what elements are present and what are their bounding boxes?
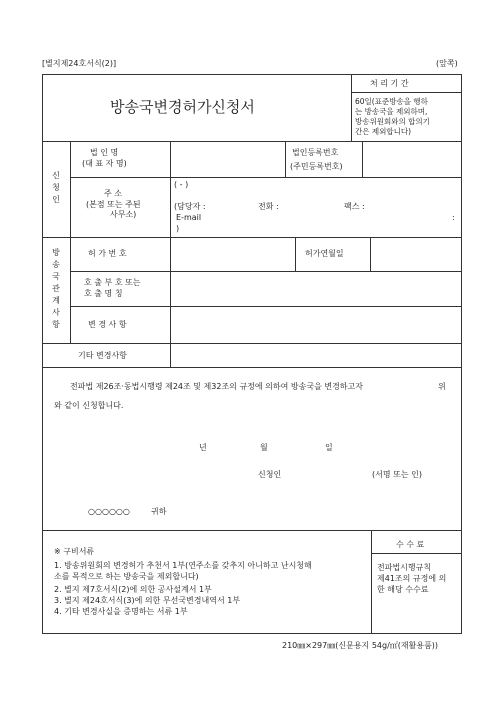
contact-close-paren: ) (176, 224, 180, 233)
document-item-2: 2. 별지 제7호서식(2)에 의한 공사설계서 1부 (54, 585, 212, 594)
corp-reg-number-field[interactable] (363, 142, 461, 176)
callsign-field[interactable] (171, 272, 461, 305)
address-label: 주 소 (104, 189, 122, 198)
representative-name-label: (대 표 자 명) (82, 159, 127, 168)
callsign-label: 호 출 부 호 또는 (84, 278, 141, 287)
page-title: 방송국변경허가신청서 (110, 98, 255, 116)
document-item-1-cont: 소를 목적으로 하는 방송국을 제외합니다) (54, 572, 199, 581)
address-sub-label: (본점 또는 주된 (86, 200, 141, 209)
year-label: 년 (199, 443, 207, 452)
processing-text-4: 간은 제외합니다) (355, 127, 412, 136)
other-changes-field[interactable] (171, 344, 461, 366)
declaration-line-1: 전파법 제26조·동법시행령 제24조 및 제32조의 규정에 의하여 방송국을 변경하고자 (70, 382, 363, 391)
day-label: 일 (325, 443, 333, 452)
corporation-name-label: 법 인 명 (90, 148, 119, 157)
form-number: [별지제24호서식(2)] (42, 59, 117, 68)
contact-person-label: (담당자 : (174, 202, 206, 211)
required-documents-title: ※ 구비서류 (54, 547, 95, 556)
processing-text-2: 는 방송국을 제외하며, (355, 107, 428, 116)
license-number-label: 허 가 번 호 (88, 249, 127, 258)
station-section-label: 방 송 국 관 계 사 항 (52, 248, 60, 329)
corp-reg-number-label: 법인등록번호 (292, 148, 339, 157)
processing-period-label: 처 리 기 간 (370, 79, 409, 88)
phone-area-format: ( - ) (174, 180, 189, 189)
document-item-1: 1. 방송위원회의 변경허가 추천서 1부(연주소를 갖추지 아니하고 난시청해 (54, 561, 312, 570)
address-field[interactable] (171, 178, 461, 236)
addressee: ○○○○○○ (88, 507, 130, 516)
paper-spec-footer: 210㎜×297㎜(신문용지 54g/㎡(재활용품)) (282, 641, 439, 650)
fee-text-3: 한 해당 수수료 (377, 585, 429, 594)
addressee-honorific: 귀하 (151, 507, 167, 516)
email-colon: : (452, 213, 455, 222)
declaration-line-2: 와 같이 신청합니다. (54, 401, 124, 410)
callsign-label-2: 호 출 명 칭 (84, 289, 123, 298)
processing-text-1: 60일(표준방송을 행하 (355, 97, 428, 106)
corporation-name-field[interactable] (171, 142, 284, 171)
resident-reg-number-label: (주민등록번호) (290, 162, 343, 171)
email-label: E-mail (176, 213, 202, 222)
page-side-label: (앞쪽) (436, 59, 458, 68)
address-sub-label-2: 사무소) (110, 210, 137, 219)
document-item-3: 3. 별지 제24호서식(3)에 의한 무선국변경내역서 1부 (54, 596, 241, 605)
change-items-field[interactable] (171, 307, 461, 342)
phone-label: 전화 : (258, 202, 279, 211)
fee-label: 수 수 료 (396, 540, 425, 549)
license-date-label: 허가연월일 (305, 249, 344, 258)
applicant-sign-label: 신청인 (258, 470, 282, 479)
declaration-line-1-end: 위 (438, 382, 446, 391)
other-changes-label: 기타 변경사항 (78, 351, 127, 360)
fee-text-1: 전파법시행규칙 (377, 563, 432, 572)
document-item-4: 4. 기타 변경사실을 증명하는 서류 1부 (54, 607, 188, 616)
applicant-signature-field[interactable] (290, 466, 370, 482)
applicant-section-label: 신 청 인 (52, 171, 60, 204)
month-label: 월 (260, 443, 268, 452)
fax-label: 팩스 : (344, 202, 365, 211)
change-items-label: 변 경 사 항 (88, 320, 127, 329)
signature-or-seal-label: (서명 또는 인) (372, 470, 422, 479)
processing-text-3: 방송위원회와의 합의기 (355, 117, 430, 126)
license-number-field[interactable] (171, 238, 294, 270)
fee-text-2: 제41조의 규정에 의 (377, 574, 447, 583)
license-date-field[interactable] (371, 238, 461, 270)
